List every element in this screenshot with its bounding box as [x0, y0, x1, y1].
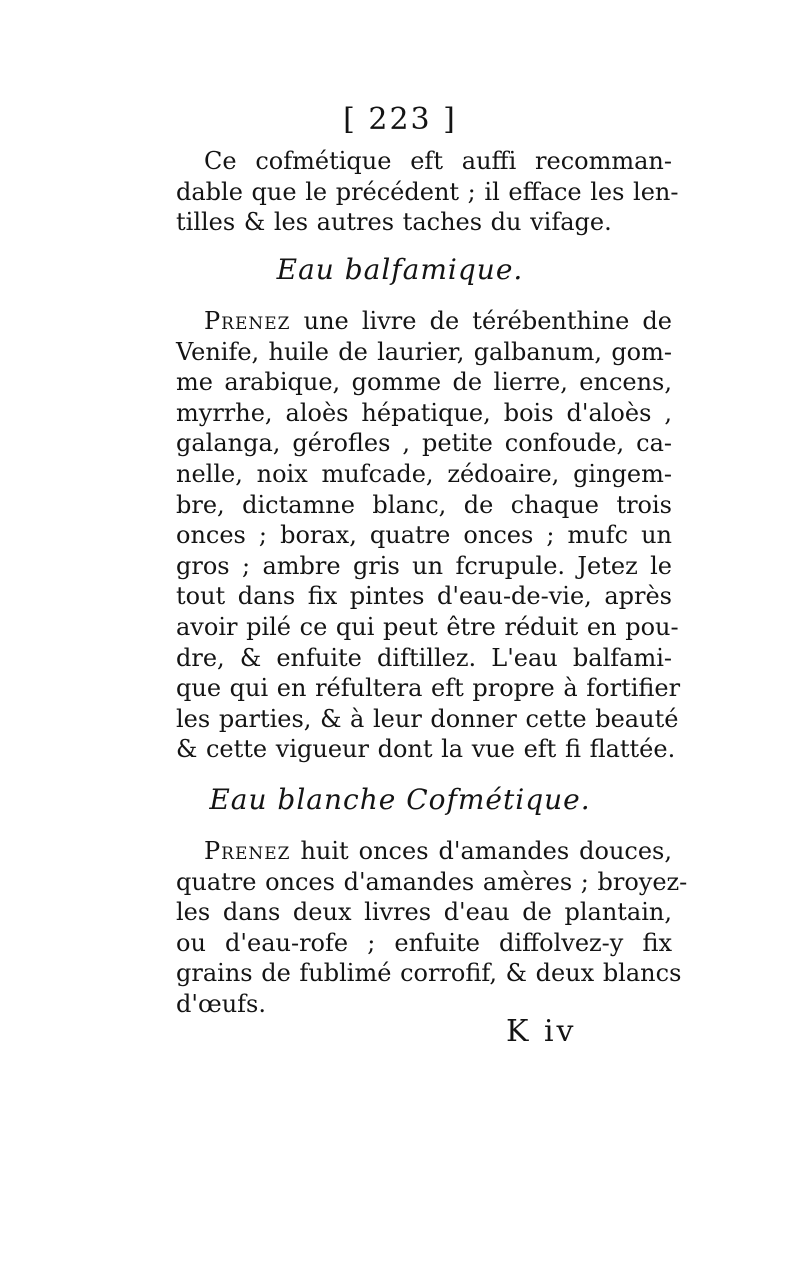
- text-fragment: une livre de térébenthine de: [290, 307, 672, 335]
- text-line: les dans deux livres d'eau de plantain,: [176, 898, 672, 927]
- text-line: nelle, noix mufcade, zédoaire, gingem-: [176, 459, 672, 488]
- text-line: grains de fublimé corrofif, & deux blancs: [176, 959, 682, 988]
- text-line-first: [176, 836, 672, 867]
- text-line: avoir pilé ce qui peut être réduit en pou-: [176, 612, 679, 641]
- text-line: galanga, gérofles , petite confoude, ca-: [176, 429, 672, 458]
- lead-word: Prenez: [204, 837, 291, 865]
- text-line: tout dans fix pintes d'eau-de-vie, après: [176, 582, 672, 611]
- text-line: quatre onces d'amandes amères ; broyez-: [176, 867, 688, 896]
- intro-paragraph: [176, 146, 679, 238]
- signature-mark: K iv: [506, 1014, 577, 1049]
- text-line: les parties, & à leur donner cette beauté: [176, 704, 679, 733]
- text-line: me arabique, gomme de lierre, encens,: [176, 368, 672, 397]
- section-heading-eau-blanche: Eau blanche Cofmétique.: [209, 783, 591, 816]
- text-line: Ce cofmétique eft auffi recomman-: [204, 147, 672, 175]
- text-line: tilles & les autres taches du vifage.: [176, 208, 612, 237]
- text-line: Venife, huile de laurier, galbanum, gom-: [176, 337, 672, 366]
- text-line: ou d'eau-rofe ; enfuite diffolvez-y fix: [176, 928, 672, 957]
- text-line: que qui en réfultera eft propre à fortifier: [176, 674, 681, 703]
- text-line: onces ; borax, quatre onces ; mufc un: [176, 521, 672, 550]
- text-line: d'œufs.: [176, 989, 266, 1018]
- text-line: myrrhe, aloès hépatique, bois d'aloès ,: [176, 398, 672, 427]
- text-line: gros ; ambre gris un fcrupule. Jetez le: [176, 551, 672, 580]
- text-fragment: huit onces d'amandes douces,: [290, 837, 672, 865]
- page-number: [ 223 ]: [343, 102, 457, 137]
- text-line-first: [176, 306, 672, 337]
- section-blanche-paragraph: [176, 836, 688, 1020]
- text-line: bre, dictamne blanc, de chaque trois: [176, 490, 672, 519]
- section-heading-eau-balsamique: Eau balfamique.: [276, 253, 524, 286]
- section-balsamique-paragraph: [176, 306, 681, 765]
- text-line: & cette vigueur dont la vue eft fi flattée.: [176, 735, 676, 764]
- lead-word: Prenez: [204, 307, 291, 335]
- text-line: dre, & enfuite diftillez. L'eau balfami-: [176, 643, 672, 672]
- text-line: dable que le précédent ; il efface les len-: [176, 177, 679, 206]
